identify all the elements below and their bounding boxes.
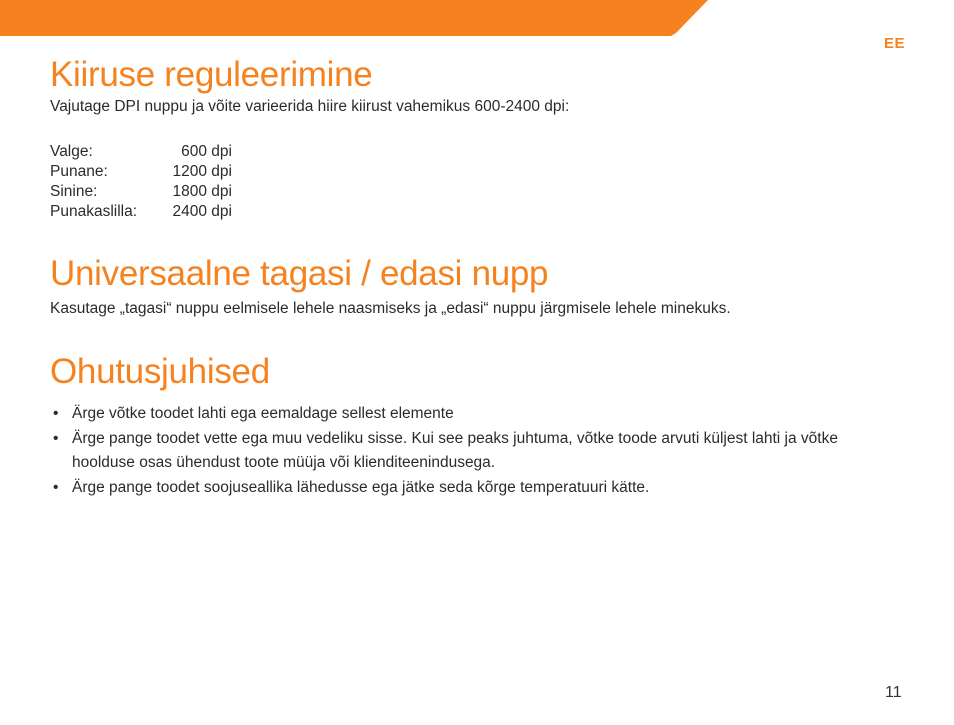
dpi-row: [50, 162, 232, 182]
bullet-mark: •: [53, 405, 59, 422]
language-code: EE: [884, 35, 906, 52]
dpi-value: 2400 dpi: [172, 203, 232, 220]
list-item: [50, 476, 862, 501]
dpi-value: 600 dpi: [181, 143, 232, 160]
bullet-mark: •: [53, 429, 59, 447]
dpi-row: [50, 202, 232, 222]
dpi-row: [50, 142, 232, 162]
safety-item-text: Ärge pange toodet soojuseallika lähedusse ega jätke seda kõrge temperatuuri kätte.: [72, 478, 650, 496]
dpi-value: 1800 dpi: [172, 183, 232, 200]
dpi-label: Valge:: [50, 143, 93, 160]
dpi-table: [50, 142, 232, 222]
dpi-row: [50, 182, 232, 202]
speed-intro: Vajutage DPI nuppu ja võite varieerida hiire kiirust vahemikus 600-2400 dpi:: [50, 98, 570, 115]
dpi-label: Punakaslilla:: [50, 203, 138, 220]
bullet-mark: •: [53, 478, 59, 496]
dpi-label: Sinine:: [50, 183, 98, 200]
dpi-label: Punane:: [50, 163, 108, 180]
safety-item-text: Ärge pange toodet vette ega muu vedeliku sisse. Kui see peaks juhtuma, võtke toode arvuti küljest lahti ja võtke hoolduse osas ühendust toote müüja või klienditeenindusega.: [72, 429, 838, 471]
speed-title: Kiiruse reguleerimine: [50, 55, 373, 94]
dpi-value: 1200 dpi: [172, 163, 232, 180]
safety-title: Ohutusjuhised: [50, 352, 270, 391]
safety-list: [50, 402, 862, 500]
safety-section: [50, 352, 862, 500]
back-forward-body: Kasutage „tagasi“ nuppu eelmisele lehele naasmiseks ja „edasi“ nuppu järgmisele lehele minekuks.: [50, 300, 731, 317]
back-forward-section: [50, 254, 731, 319]
header-band: [0, 0, 954, 36]
back-forward-title: Universaalne tagasi / edasi nupp: [50, 254, 549, 293]
page-number: 11: [885, 684, 902, 701]
speed-section: [50, 55, 569, 117]
safety-item-text: Ärge võtke toodet lahti ega eemaldage sellest elemente: [72, 405, 454, 422]
list-item: [50, 427, 862, 476]
list-item: [50, 402, 862, 427]
